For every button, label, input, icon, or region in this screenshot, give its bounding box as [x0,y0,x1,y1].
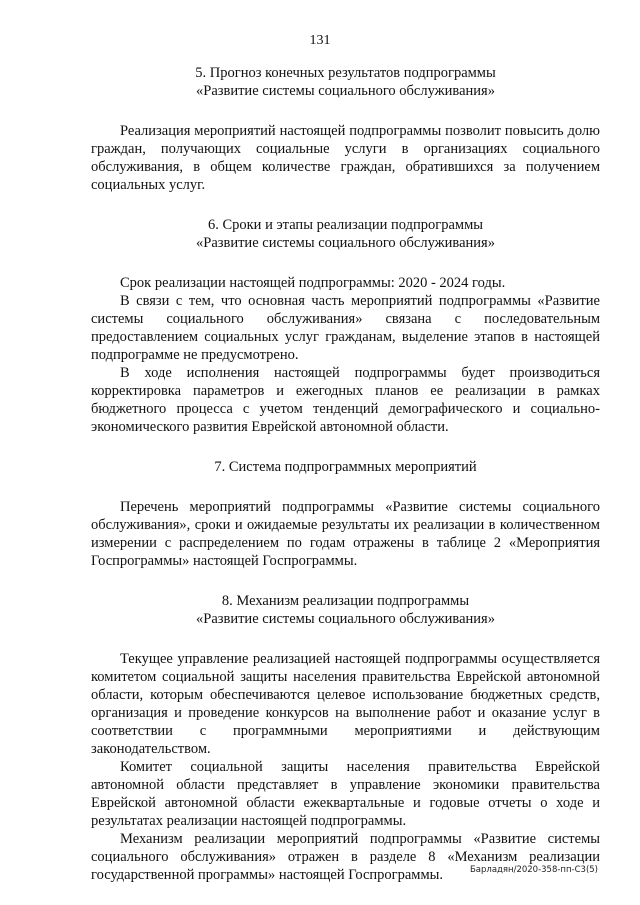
section-5 [91,64,600,194]
section-6-heading-line-2: «Развитие системы социального обслуживания» [196,235,495,251]
page-number: 131 [309,33,331,48]
section-6-heading [91,216,600,252]
section-8-paragraph-3: Механизм реализации мероприятий подпрограммы «Развитие системы социального обслуживания» отражен в разделе 8 «Механизм реализации государственной программы» настоящей Госпрограммы. [91,831,600,883]
section-5-heading-line-2: «Развитие системы социального обслуживания» [196,83,495,99]
document-registration-code: Барладян/2020-358-пп-С3(5) [469,865,598,875]
section-8-heading-line-2: «Развитие системы социального обслуживания» [196,611,495,627]
section-8-heading [91,592,600,628]
section-8-paragraph-1: Текущее управление реализацией настоящей подпрограммы осуществляется комитетом социальной защиты населения правительства Еврейской автономной области, которым обеспечиваются целевое использование бюджетных средств, организация и проведение конкурсов на выполнение работ и оказание услуг в соответствии с программными мероприятиями и действующим законодательством. [91,651,600,757]
section-6-paragraph-1: Срок реализации настоящей подпрограммы: 2020 - 2024 годы. [120,275,506,291]
section-5-heading [91,64,600,100]
section-5-paragraph-1: Реализация мероприятий настоящей подпрограммы позволит повысить долю граждан, получающих социальные услуги в организациях социального обслуживания, в общем количестве граждан, обратившихся за получением социальных услуг. [91,123,600,193]
document-body [91,64,600,884]
section-8 [91,592,600,884]
section-6-paragraph-2: В связи с тем, что основная часть мероприятий подпрограммы «Развитие системы социального обслуживания» связана с последовательным предоставлением социальных услуг гражданам, выделение этапов в настоящей подпрограмме не предусмотрено. [91,293,600,363]
section-7-paragraph-1: Перечень мероприятий подпрограммы «Развитие системы социального обслуживания», сроки и ожидаемые результаты их реализации в количественном измерении с распределением по годам отражены в таблице 2 «Мероприятия Госпрограммы» настоящей Госпрограммы. [91,499,600,569]
section-7-heading [91,458,600,476]
section-6 [91,216,600,436]
section-8-heading-line-1: 8. Механизм реализации подпрограммы [221,593,470,609]
section-6-paragraph-3: В ходе исполнения настоящей подпрограммы будет производиться корректировка параметров и ежегодных планов ее реализации в рамках бюджетного процесса с учетом тенденций демографического и социально-экономического развития Еврейской автономной области. [91,365,600,435]
section-5-heading-line-1: 5. Прогноз конечных результатов подпрограммы [195,65,496,81]
section-7 [91,458,600,570]
section-6-heading-line-1: 6. Сроки и этапы реализации подпрограммы [207,217,484,233]
section-7-heading-line-1: 7. Система подпрограммных мероприятий [214,459,477,475]
section-8-paragraph-2: Комитет социальной защиты населения правительства Еврейской автономной области представляет в управление экономики правительства Еврейской автономной области ежеквартальные и годовые отчеты о ходе и результатах реализации настоящей подпрограммы. [91,759,600,829]
